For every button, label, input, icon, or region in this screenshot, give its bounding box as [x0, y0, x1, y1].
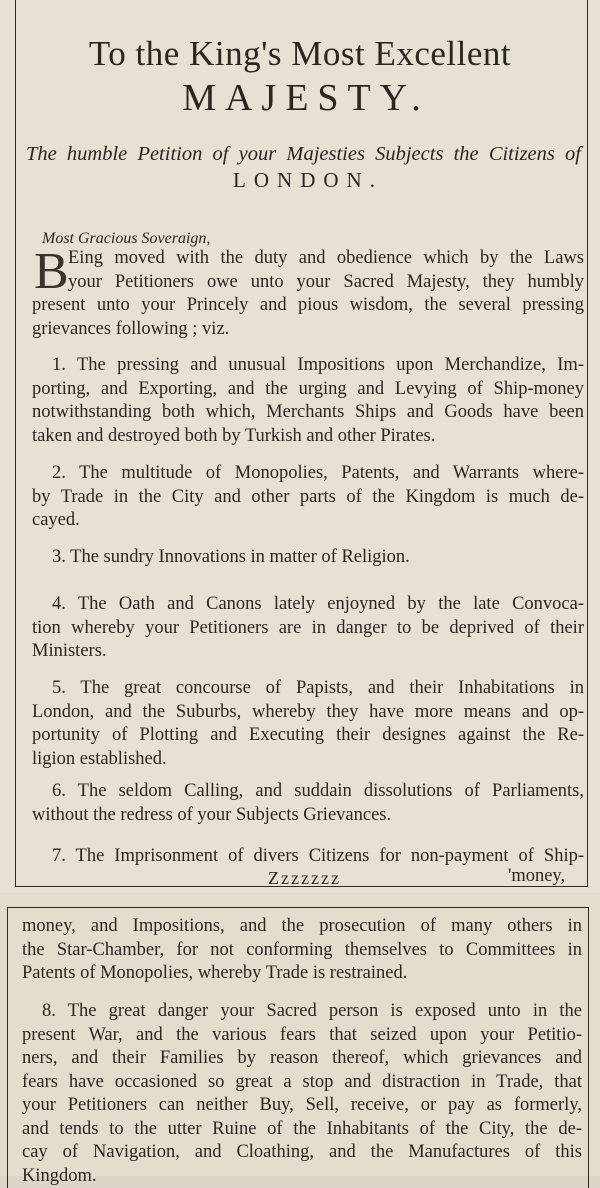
text-line [22, 546, 584, 570]
intro-paragraph [22, 247, 584, 341]
text-line [16, 915, 582, 939]
text-line [22, 462, 584, 486]
text-line [16, 1047, 582, 1071]
page-bottom-scan [0, 893, 600, 1176]
grievance-1 [22, 354, 584, 448]
text-line [16, 1165, 582, 1188]
grievance-7-continuation [16, 915, 582, 986]
title-line-1: To the King's Most Excellent [0, 34, 600, 74]
line-text: 6. The seldom Calling, and suddain dissolutions of Parliaments, [52, 781, 584, 801]
text-line [16, 1141, 582, 1165]
line-text: and tends to the utter Ruine of the Inhabitants of the City, the de- [22, 1119, 582, 1139]
drop-cap: B [34, 249, 69, 295]
subtitle-london: LONDON. [0, 168, 600, 193]
line-text: your Petitioners can neither Buy, Sell, receive, or pay as formerly, [22, 1095, 582, 1115]
text-line [22, 677, 584, 701]
text-line [16, 1118, 582, 1142]
line-text: your Petitioners owe unto your Sacred Majesty, they humbly [68, 272, 584, 292]
text-line [22, 486, 584, 510]
text-line [22, 701, 584, 725]
subtitle-text: The humble Petition of your Majesties Subjects the Citizens of [26, 143, 581, 165]
catchword: 'money, [508, 866, 565, 887]
signature-mark: Zzzzzzz [268, 868, 341, 889]
text-line [22, 271, 584, 295]
salutation: Most Gracious Soveraign, [42, 230, 210, 248]
line-text: cayed. [32, 510, 80, 530]
line-text: ligion established. [32, 749, 167, 769]
text-line [22, 509, 584, 533]
text-line [22, 780, 584, 804]
line-text: cay of Navigation, and Cloathing, and the Manufactures of this [22, 1142, 582, 1162]
line-text: 5. The great concourse of Papists, and their Inhabitations in [52, 678, 584, 698]
text-line [16, 1094, 582, 1118]
title-line-2: MAJESTY. [0, 76, 600, 120]
grievance-6 [22, 780, 584, 827]
line-text: without the redress of your Subjects Grievances. [32, 805, 391, 825]
text-line [22, 354, 584, 378]
line-text: grievances following ; viz. [32, 319, 229, 339]
text-line [22, 401, 584, 425]
line-text: Patents of Monopolies, whereby Trade is restrained. [22, 963, 407, 983]
text-line [22, 748, 584, 772]
grievance-5 [22, 677, 584, 771]
line-text: money, and Impositions, and the prosecution of many others in [22, 916, 582, 936]
grievance-8 [16, 1000, 582, 1188]
line-text: 4. The Oath and Canons lately enjoyned by the late Convoca- [52, 594, 584, 614]
line-text: notwithstanding both which, Merchants Ships and Goods have been [32, 402, 584, 422]
grievance-3 [22, 546, 584, 570]
text-line [22, 804, 584, 828]
line-text: present War, and the various fears that seized upon your Petitio- [22, 1025, 582, 1045]
text-line [22, 294, 584, 318]
text-line [16, 1024, 582, 1048]
line-text: Kingdom. [22, 1166, 97, 1186]
grievance-2 [22, 462, 584, 533]
line-text: 7. The Imprisonment of divers Citizens for non-payment of Ship- [52, 846, 584, 866]
text-line [22, 617, 584, 641]
line-text: 3. The sundry Innovations in matter of Religion. [52, 547, 410, 567]
text-line [22, 640, 584, 664]
text-line [22, 247, 584, 271]
line-text: 2. The multitude of Monopolies, Patents, and Warrants where- [52, 463, 584, 483]
text-line [16, 962, 582, 986]
line-text: ners, and their Families by reason thereof, which grievances and [22, 1048, 582, 1068]
text-line [16, 1000, 582, 1024]
subtitle [26, 143, 581, 166]
line-text: Ministers. [32, 641, 107, 661]
line-text: porting, and Exporting, and the urging and Levying of Ship-money [32, 379, 584, 399]
line-text: portunity of Plotting and Executing their designes against the Re- [32, 725, 584, 745]
line-text: 1. The pressing and unusual Impositions upon Merchandize, Im- [52, 355, 584, 375]
text-line [22, 724, 584, 748]
line-text: taken and destroyed both by Turkish and other Pirates. [32, 426, 435, 446]
line-text: Eing moved with the duty and obedience which by the Laws [68, 248, 584, 268]
text-line [22, 425, 584, 449]
text-line [16, 939, 582, 963]
grievance-4 [22, 593, 584, 664]
line-text: fears have occasioned so great a stop and distraction in Trade, that [22, 1072, 582, 1092]
line-text: 8. The great danger your Sacred person is exposed unto in the [42, 1001, 582, 1021]
text-line [22, 318, 584, 342]
text-line [22, 593, 584, 617]
grievance-7 [22, 845, 584, 869]
line-text: the Star-Chamber, for not conforming themselves to Committees in [22, 940, 582, 960]
text-line [16, 1071, 582, 1095]
text-line [22, 845, 584, 869]
text-line [22, 378, 584, 402]
line-text: tion whereby your Petitioners are in danger to be deprived of their [32, 618, 584, 638]
line-text: by Trade in the City and other parts of the Kingdom is much de- [32, 487, 584, 507]
line-text: present unto your Princely and pious wisdom, the several pressing [32, 295, 584, 315]
line-text: London, and the Suburbs, whereby they have more means and op- [32, 702, 584, 722]
